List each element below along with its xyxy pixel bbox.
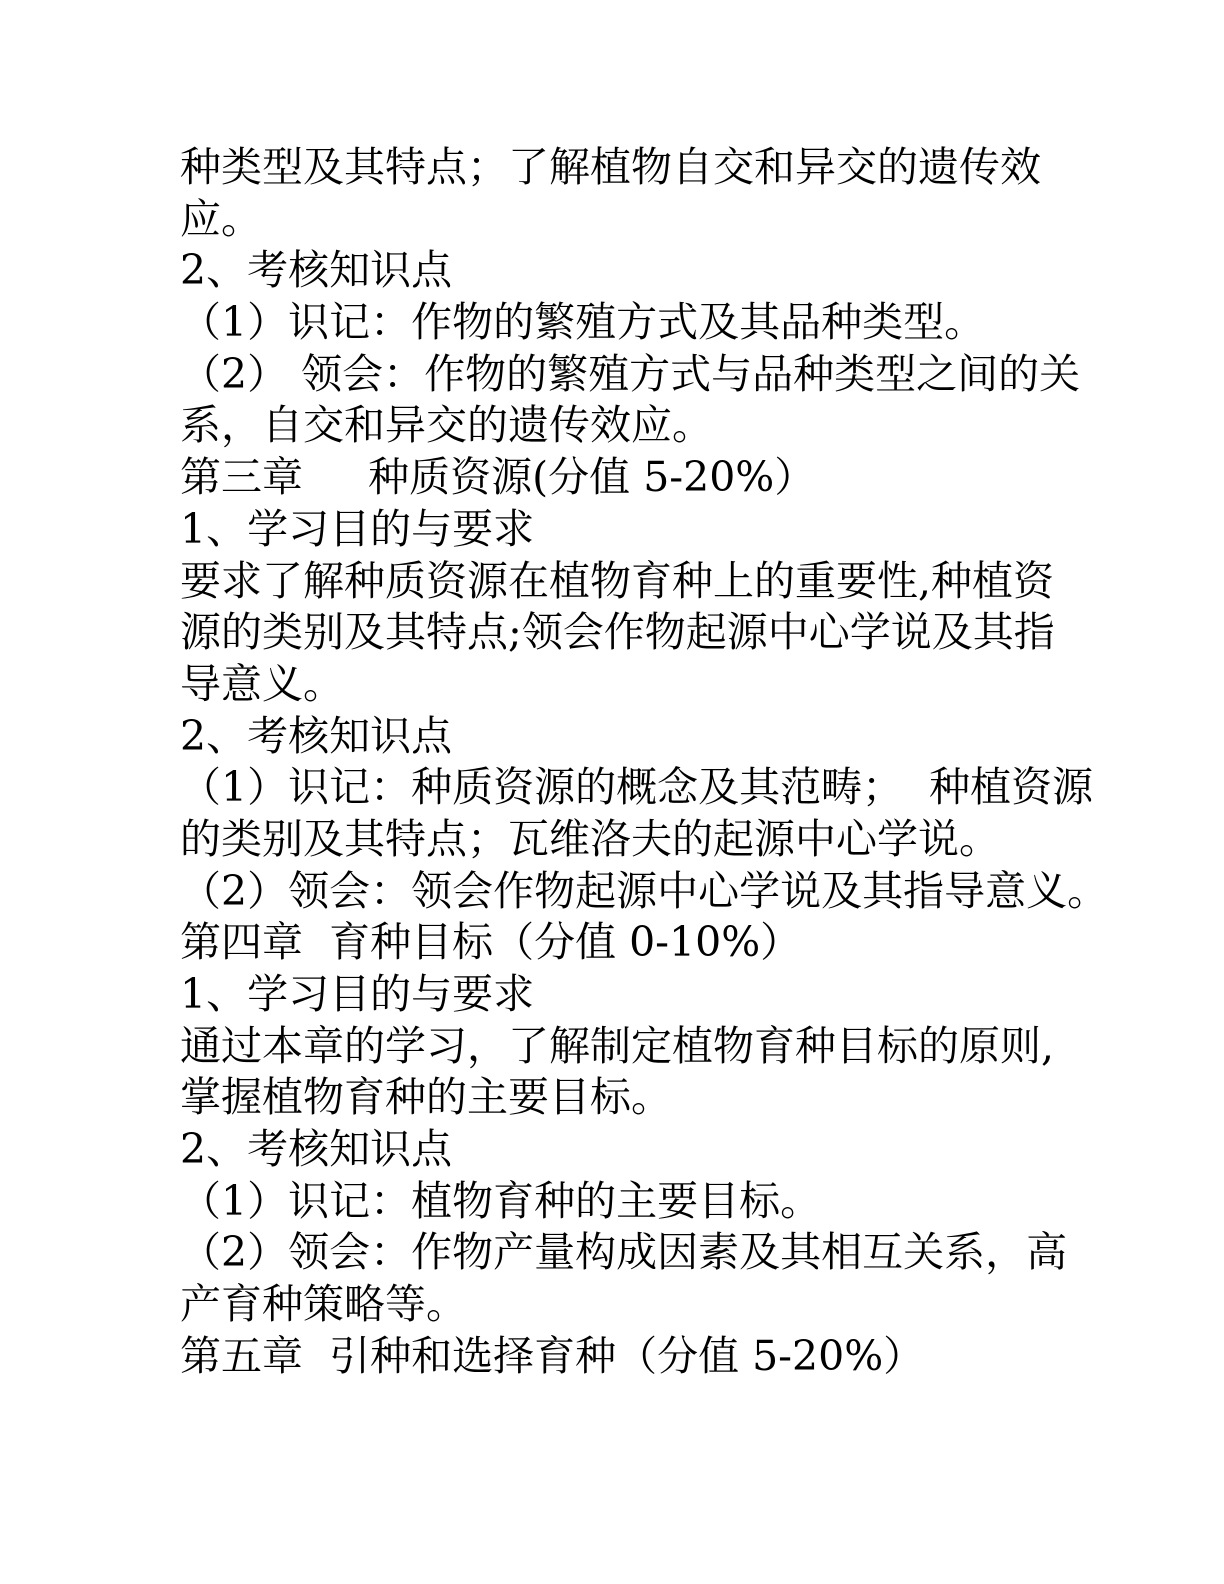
text-line: （2）领会：领会作物起源中心学说及其指导意义。	[180, 866, 1109, 915]
section-heading: 1、学习目的与要求	[180, 504, 535, 553]
text-line: 系，自交和异交的遗传效应。	[180, 401, 713, 450]
section-heading: 2、考核知识点	[180, 711, 453, 760]
text-line: 导意义。	[180, 659, 344, 708]
section-heading: 1、学习目的与要求	[180, 970, 535, 1018]
text-line: 源的类别及其特点;领会作物起源中心学说及其指	[180, 608, 1055, 657]
section-heading: 2、考核知识点	[180, 246, 453, 295]
section-heading: 2、考核知识点	[180, 1125, 453, 1174]
text-line: （1）识记：种质资源的概念及其范畴； 种植资源	[180, 763, 1094, 812]
text-line: 的类别及其特点；瓦维洛夫的起源中心学说。	[180, 814, 1000, 863]
chapter-heading: 第五章 引种和选择育种（分值 5-20%）	[180, 1331, 925, 1380]
text-line: 产育种策略等。	[180, 1280, 467, 1329]
text-line: （1）识记：植物育种的主要目标。	[180, 1176, 822, 1225]
document-body	[180, 142, 1109, 1383]
text-line: 掌握植物育种的主要目标。	[180, 1073, 672, 1122]
chapter-heading: 第四章 育种目标（分值 0-10%）	[180, 918, 802, 967]
text-line: （2）领会：作物产量构成因素及其相互关系，高	[180, 1228, 1068, 1277]
text-line: 种类型及其特点；了解植物自交和异交的遗传效	[180, 143, 1041, 191]
text-line: （1）识记：作物的繁殖方式及其品种类型。	[180, 298, 986, 347]
text-line: 通过本章的学习，了解制定植物育种目标的原则,	[180, 1021, 1055, 1070]
text-line: （2） 领会：作物的繁殖方式与品种类型之间的关	[180, 349, 1081, 398]
chapter-heading: 第三章 种质资源(分值 5-20%）	[180, 453, 816, 502]
text-line: 应。	[180, 194, 262, 243]
text-line: 要求了解种质资源在植物育种上的重要性,种植资	[180, 556, 1055, 605]
